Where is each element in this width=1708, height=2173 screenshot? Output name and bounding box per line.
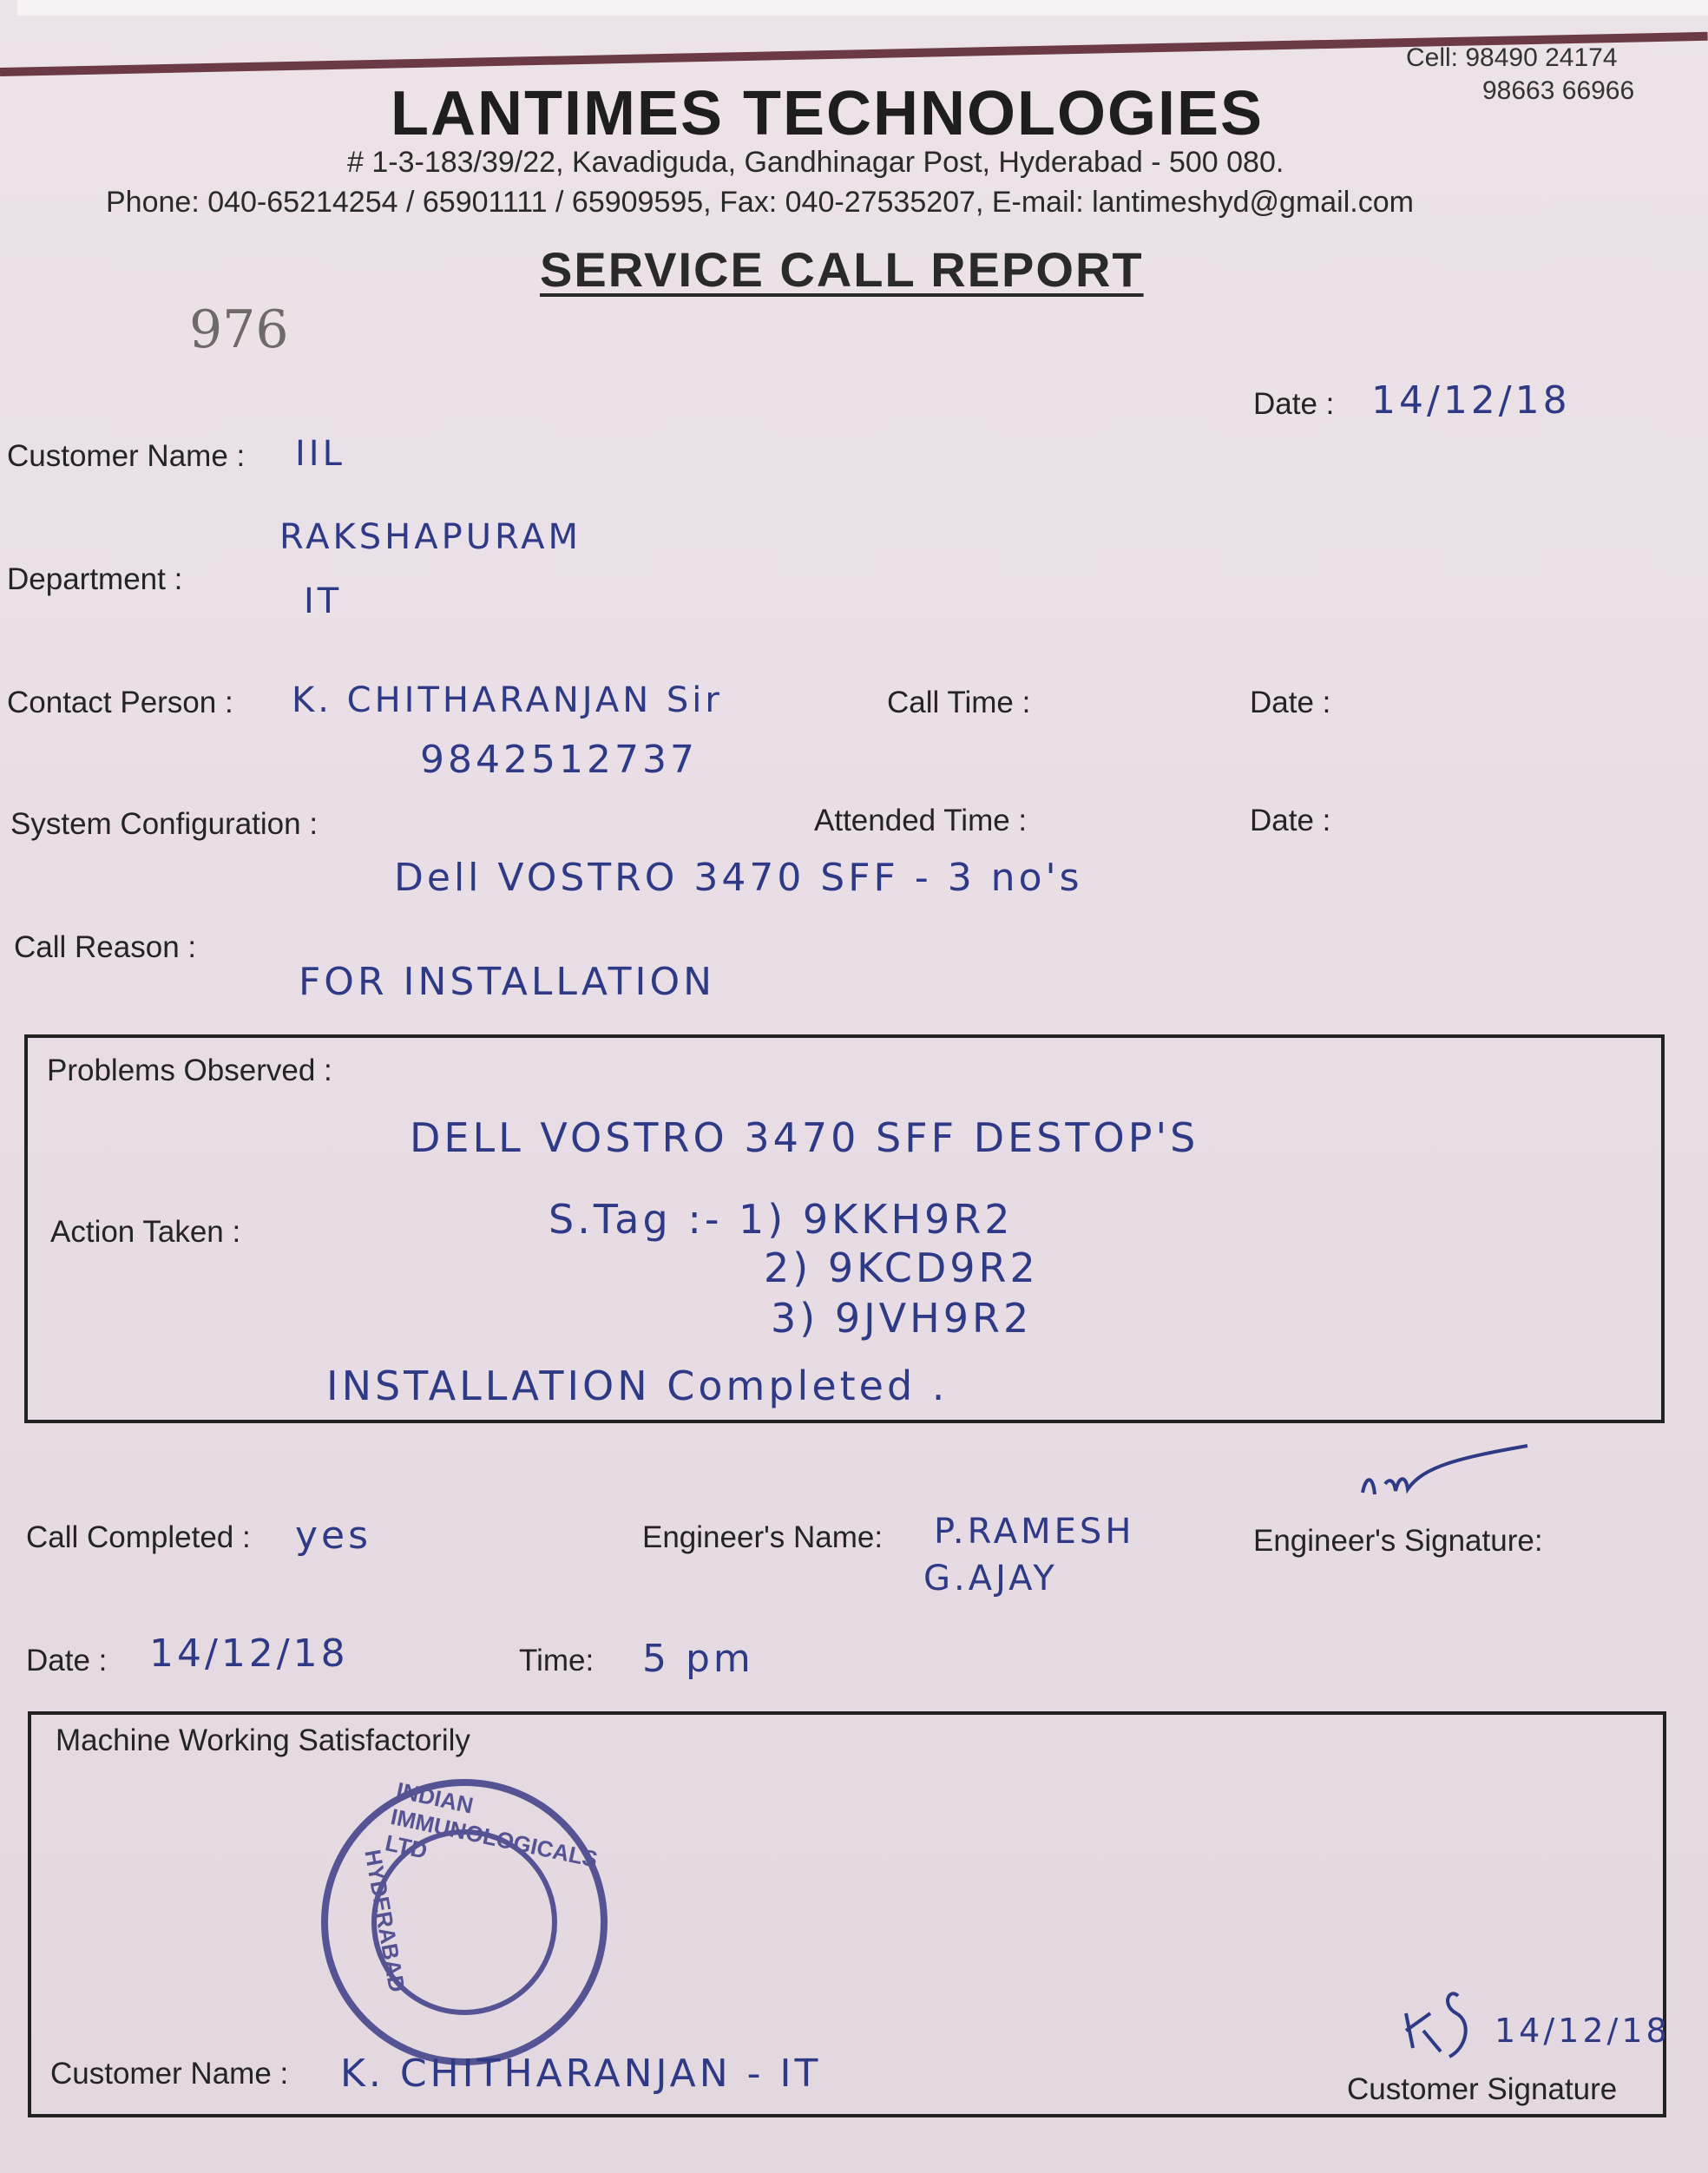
- attended-date-label: Date :: [1250, 804, 1331, 837]
- action-line-4: 3) 9JVH9R2: [771, 1295, 1033, 1342]
- customer-name-value: IIL: [295, 434, 345, 474]
- call-date-label: Date :: [1250, 686, 1331, 719]
- action-line-5: INSTALLATION Completed .: [326, 1362, 949, 1409]
- engineer-name-2: G.AJAY: [923, 1559, 1058, 1599]
- company-stamp-seal: [321, 1776, 608, 2065]
- call-reason-label: Call Reason :: [14, 930, 197, 964]
- date-value: 14/12/18: [1371, 378, 1571, 423]
- action-line-1: DELL VOSTRO 3470 SFF DESTOP'S: [410, 1114, 1199, 1161]
- department-value-1: RAKSHAPURAM: [279, 517, 582, 557]
- completion-time-value: 5 pm: [642, 1637, 754, 1681]
- call-reason-value: FOR INSTALLATION: [299, 960, 716, 1004]
- company-contact-line: Phone: 040-65214254 / 65901111 / 65909595, Fax: 040-27535207, E-mail: lantimeshyd@gmail.com: [106, 186, 1414, 219]
- company-address: # 1-3-183/39/22, Kavadiguda, Gandhinagar Post, Hyderabad - 500 080.: [347, 146, 1284, 179]
- action-taken-label: Action Taken :: [50, 1215, 241, 1249]
- engineer-signature: [1354, 1441, 1545, 1510]
- stamp-text-top: INDIAN IMMUNOLOGICALS LTD: [383, 1776, 601, 1873]
- cell-number-1: Cell: 98490 24174: [1406, 43, 1618, 72]
- call-completed-label: Call Completed :: [26, 1520, 251, 1554]
- customer-name-value-bottom: K. CHITHARANJAN - IT: [340, 2052, 822, 2096]
- contact-person-value: K. CHITHARANJAN Sir: [292, 680, 723, 720]
- report-title: SERVICE CALL REPORT: [540, 242, 1144, 297]
- completion-date-label: Date :: [26, 1644, 108, 1677]
- contact-person-label: Contact Person :: [7, 686, 233, 719]
- cell-number-2: 98663 66966: [1482, 76, 1635, 105]
- call-completed-value: yes: [295, 1513, 372, 1558]
- customer-signature-date: 14/12/18: [1494, 2012, 1671, 2050]
- customer-signature: [1389, 1979, 1510, 2065]
- contact-phone: 9842512737: [420, 738, 698, 782]
- customer-name-label: Customer Name :: [7, 439, 246, 473]
- attended-time-label: Attended Time :: [814, 804, 1028, 837]
- department-value-2: IT: [304, 581, 343, 621]
- date-label: Date :: [1253, 387, 1335, 421]
- department-label: Department :: [7, 562, 183, 596]
- customer-name-label-bottom: Customer Name :: [50, 2057, 289, 2091]
- problems-observed-label: Problems Observed :: [47, 1054, 332, 1087]
- system-config-value: Dell VOSTRO 3470 SFF - 3 no's: [394, 856, 1083, 900]
- stamp-text-bottom: HYDERABAD: [359, 1848, 411, 1994]
- action-line-3: 2) 9KCD9R2: [764, 1244, 1039, 1291]
- engineer-signature-label: Engineer's Signature:: [1253, 1524, 1543, 1558]
- serial-number: 976: [189, 299, 289, 360]
- system-config-label: System Configuration :: [10, 807, 319, 841]
- call-time-label: Call Time :: [887, 686, 1031, 719]
- customer-signature-label: Customer Signature: [1347, 2072, 1618, 2106]
- paper-top-strip: [17, 0, 1708, 16]
- satisfaction-heading: Machine Working Satisfactorily: [56, 1723, 470, 1757]
- completion-date-value: 14/12/18: [149, 1631, 349, 1676]
- engineer-name-label: Engineer's Name:: [642, 1520, 884, 1554]
- completion-time-label: Time:: [519, 1644, 595, 1677]
- engineer-name-1: P.RAMESH: [934, 1512, 1135, 1552]
- action-line-2: S.Tag :- 1) 9KKH9R2: [549, 1196, 1014, 1243]
- company-name: LANTIMES TECHNOLOGIES: [391, 79, 1265, 148]
